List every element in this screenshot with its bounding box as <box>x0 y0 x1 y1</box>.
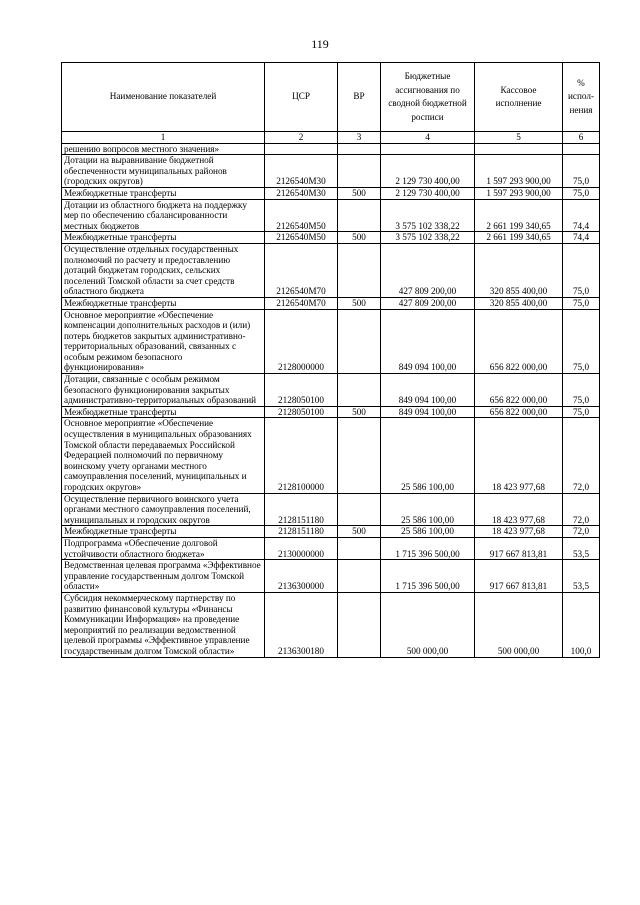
row-cash-cell: 18 423 977,68 <box>475 418 563 493</box>
column-number: 2 <box>265 132 338 144</box>
table-row <box>62 143 600 155</box>
row-name-cell: Межбюджетные трансферты <box>62 297 265 309</box>
row-budget-cell: 2 129 730 400,00 <box>381 187 475 199</box>
row-budget-cell: 849 094 100,00 <box>381 374 475 407</box>
row-pct-cell: 75,0 <box>563 297 600 309</box>
row-pct-cell: 72,0 <box>563 493 600 526</box>
row-pct-cell: 74,4 <box>563 199 600 232</box>
row-budget-cell: 849 094 100,00 <box>381 406 475 418</box>
row-vr-cell: 500 <box>338 406 381 418</box>
table-row <box>62 374 600 407</box>
row-budget-cell: 427 809 200,00 <box>381 243 475 297</box>
row-name-cell: Межбюджетные трансферты <box>62 526 265 538</box>
row-budget-cell: 1 715 396 500,00 <box>381 537 475 559</box>
column-number: 6 <box>563 132 600 144</box>
table-row <box>62 418 600 493</box>
row-budget-cell: 25 586 100,00 <box>381 493 475 526</box>
row-cash-cell: 2 661 199 340,65 <box>475 232 563 244</box>
row-name-cell: Подпрограмма «Обеспечение долговой устойчивости областного бюджета» <box>62 537 265 559</box>
row-csr-cell: 2128100000 <box>265 418 338 493</box>
row-name-cell: Межбюджетные трансферты <box>62 187 265 199</box>
row-vr-cell <box>338 143 381 155</box>
row-name-cell: Дотации на выравнивание бюджетной обеспеченности муниципальных районов (городских округов) <box>62 155 265 188</box>
page-number: 119 <box>311 37 329 51</box>
row-cash-cell: 1 597 293 900,00 <box>475 155 563 188</box>
column-number: 4 <box>381 132 475 144</box>
row-csr-cell: 2128151180 <box>265 493 338 526</box>
row-cash-cell: 500 000,00 <box>475 592 563 657</box>
row-vr-cell <box>338 243 381 297</box>
table-row <box>62 592 600 657</box>
row-pct-cell: 53,5 <box>563 560 600 593</box>
row-csr-cell: 2128050100 <box>265 374 338 407</box>
row-csr-cell: 2130000000 <box>265 537 338 559</box>
row-pct-cell: 72,0 <box>563 526 600 538</box>
header-cash: Кассовое исполнение <box>475 63 563 132</box>
table-header-row <box>62 63 600 132</box>
row-pct-cell: 75,0 <box>563 155 600 188</box>
row-budget-cell: 500 000,00 <box>381 592 475 657</box>
row-name-cell: Субсидия некоммерческому партнерству по развитию финансовой культуры «Финансы Коммуникации Информация» на проведение мероприятий по реализации ведомственной целевой программы «Эффективное управление государственным долгом Томской области» <box>62 592 265 657</box>
column-number-row <box>62 132 600 144</box>
row-pct-cell: 75,0 <box>563 187 600 199</box>
row-cash-cell <box>475 143 563 155</box>
row-budget-cell <box>381 143 475 155</box>
header-csr: ЦСР <box>265 63 338 132</box>
row-cash-cell: 656 822 000,00 <box>475 406 563 418</box>
row-cash-cell: 2 661 199 340,65 <box>475 199 563 232</box>
row-csr-cell: 2128050100 <box>265 406 338 418</box>
header-pct: % испол-нения <box>563 63 600 132</box>
row-vr-cell: 500 <box>338 187 381 199</box>
table-row <box>62 243 600 297</box>
row-budget-cell: 2 129 730 400,00 <box>381 155 475 188</box>
row-cash-cell: 656 822 000,00 <box>475 309 563 374</box>
row-pct-cell <box>563 143 600 155</box>
row-vr-cell <box>338 493 381 526</box>
row-budget-cell: 427 809 200,00 <box>381 297 475 309</box>
row-csr-cell: 2126540М30 <box>265 187 338 199</box>
row-csr-cell: 2128000000 <box>265 309 338 374</box>
table-row <box>62 199 600 232</box>
table-row <box>62 309 600 374</box>
table-row <box>62 560 600 593</box>
row-name-cell: Ведомственная целевая программа «Эффективное управление государственным долгом Томской области» <box>62 560 265 593</box>
row-pct-cell: 75,0 <box>563 374 600 407</box>
row-pct-cell: 75,0 <box>563 243 600 297</box>
table-row <box>62 155 600 188</box>
row-name-cell: Осуществление отдельных государственных полномочий по расчету и предоставлению дотаций бюджетам городских, сельских поселений Томской области за счет средств областного бюджета <box>62 243 265 297</box>
row-name-cell: Дотации, связанные с особым режимом безопасного функционирования закрытых административно-территориальных образований <box>62 374 265 407</box>
row-budget-cell: 3 575 102 338,22 <box>381 199 475 232</box>
header-budget: Бюджетные ассигнования по сводной бюджетной росписи <box>381 63 475 132</box>
row-pct-cell: 75,0 <box>563 406 600 418</box>
row-pct-cell: 75,0 <box>563 309 600 374</box>
row-csr-cell: 2126540М70 <box>265 297 338 309</box>
row-vr-cell <box>338 374 381 407</box>
row-name-cell: Основное мероприятие «Обеспечение компенсации дополнительных расходов и (или) потерь бюджетов закрытых административно-территориальных образований, связанных с особым режимом безопасного функционирования» <box>62 309 265 374</box>
row-pct-cell: 53,5 <box>563 537 600 559</box>
row-vr-cell <box>338 418 381 493</box>
row-vr-cell <box>338 560 381 593</box>
row-csr-cell: 2126540М70 <box>265 243 338 297</box>
table-row <box>62 537 600 559</box>
budget-table <box>61 62 600 658</box>
column-number: 3 <box>338 132 381 144</box>
row-budget-cell: 3 575 102 338,22 <box>381 232 475 244</box>
row-budget-cell: 849 094 100,00 <box>381 309 475 374</box>
table-row <box>62 493 600 526</box>
row-cash-cell: 18 423 977,68 <box>475 493 563 526</box>
row-budget-cell: 1 715 396 500,00 <box>381 560 475 593</box>
header-name: Наименование показателей <box>62 63 265 132</box>
column-number: 5 <box>475 132 563 144</box>
row-name-cell: Осуществление первичного воинского учета органами местного самоуправления поселений, муниципальных и городских округов <box>62 493 265 526</box>
row-cash-cell: 656 822 000,00 <box>475 374 563 407</box>
table-row <box>62 232 600 244</box>
row-pct-cell: 74,4 <box>563 232 600 244</box>
row-vr-cell: 500 <box>338 526 381 538</box>
row-budget-cell: 25 586 100,00 <box>381 418 475 493</box>
row-name-cell: Дотации из областного бюджета на поддержку мер по обеспечению сбалансированности местных бюджетов <box>62 199 265 232</box>
row-csr-cell: 2126540М50 <box>265 199 338 232</box>
row-vr-cell: 500 <box>338 297 381 309</box>
row-cash-cell: 320 855 400,00 <box>475 297 563 309</box>
row-name-cell: Межбюджетные трансферты <box>62 232 265 244</box>
column-number: 1 <box>62 132 265 144</box>
row-vr-cell <box>338 592 381 657</box>
row-vr-cell: 500 <box>338 232 381 244</box>
table-row <box>62 187 600 199</box>
row-name-cell: решению вопросов местного значения» <box>62 143 265 155</box>
row-vr-cell <box>338 537 381 559</box>
table-body <box>62 132 600 658</box>
table-row <box>62 406 600 418</box>
row-cash-cell: 1 597 293 900,00 <box>475 187 563 199</box>
row-csr-cell: 2126540М50 <box>265 232 338 244</box>
row-budget-cell: 25 586 100,00 <box>381 526 475 538</box>
row-csr-cell: 2128151180 <box>265 526 338 538</box>
row-cash-cell: 917 667 813,81 <box>475 560 563 593</box>
row-vr-cell <box>338 309 381 374</box>
row-csr-cell: 2136300180 <box>265 592 338 657</box>
row-cash-cell: 917 667 813,81 <box>475 537 563 559</box>
row-csr-cell <box>265 143 338 155</box>
table-row <box>62 297 600 309</box>
row-csr-cell: 2126540М30 <box>265 155 338 188</box>
row-pct-cell: 100,0 <box>563 592 600 657</box>
row-vr-cell <box>338 155 381 188</box>
row-cash-cell: 320 855 400,00 <box>475 243 563 297</box>
row-csr-cell: 2136300000 <box>265 560 338 593</box>
row-vr-cell <box>338 199 381 232</box>
row-cash-cell: 18 423 977,68 <box>475 526 563 538</box>
row-name-cell: Межбюджетные трансферты <box>62 406 265 418</box>
table-row <box>62 526 600 538</box>
header-vr: ВР <box>338 63 381 132</box>
row-name-cell: Основное мероприятие «Обеспечение осуществления в муниципальных образованиях Томской области передаваемых Российской Федерацией полномочий по первичному воинскому учету органами местного самоуправления поселений, муниципальных и городских округов» <box>62 418 265 493</box>
row-pct-cell: 72,0 <box>563 418 600 493</box>
